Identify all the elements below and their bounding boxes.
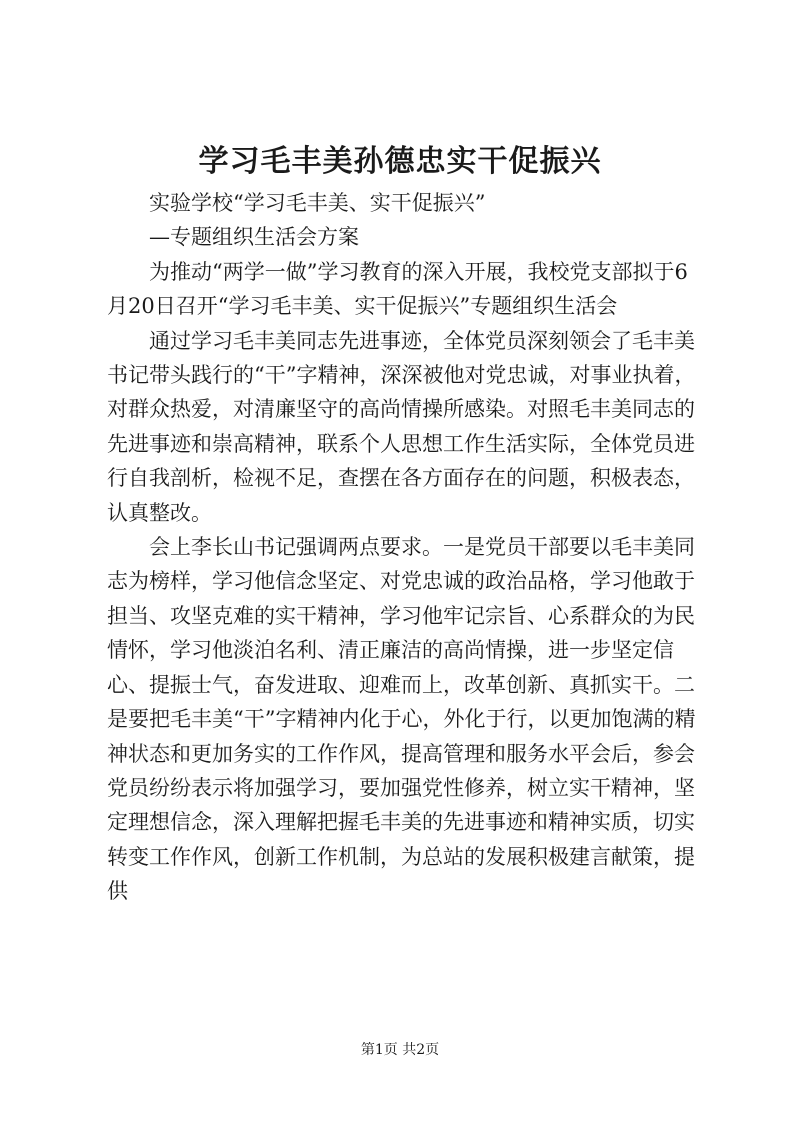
paragraph-1: 为推动“两学一做”学习教育的深入开展，我校党支部拟于6月20日召开“学习毛丰美、实干促振兴”专题组织生活会 — [107, 259, 688, 319]
subtitle-line-2: —专题组织生活会方案 — [149, 225, 359, 250]
paragraph-3: 会上李长山书记强调两点要求。一是党员干部要以毛丰美同志为榜样，学习他信念坚定、对党忠诚的政治品格，学习他敢于担当、攻坚克难的实干精神，学习他牢记宗旨、心系群众的为民情怀，学习他淡泊名利、清正廉洁的高尚情操，进一步坚定信心、提振士气，奋发进取、迎难而上，改革创新、真抓实干。二是要把毛丰美“干”字精神内化于心，外化于行，以更加饱满的精神状态和更加务实的工作作风，提高管理和服务水平会后，参会党员纷纷表示将加强学习，要加强党性修养，树立实干精神，坚定理想信念，深入理解把握毛丰美的先进事迹和精神实质，切实转变工作作风，创新工作机制，为总站的发展积极建言献策，提供 — [107, 535, 696, 904]
paragraph-2: 通过学习毛丰美同志先进事迹，全体党员深刻领会了毛丰美书记带头践行的“干”字精神，深深被他对党忠诚，对事业执着，对群众热爱，对清廉坚守的高尚情操所感染。对照毛丰美同志的先进事迹和崇高精神，联系个人思想工作生活实际，全体党员进行自我剖析，检视不足，查摆在各方面存在的问题，积极表态，认真整改。 — [107, 328, 696, 525]
document-body — [107, 186, 707, 909]
page-number-footer: 第1页 共2页 — [360, 1042, 440, 1058]
subtitle-line-1: 实验学校“学习毛丰美、实干促振兴” — [149, 191, 486, 215]
page-title: 学习毛丰美孙德忠实干促振兴 — [198, 144, 602, 179]
